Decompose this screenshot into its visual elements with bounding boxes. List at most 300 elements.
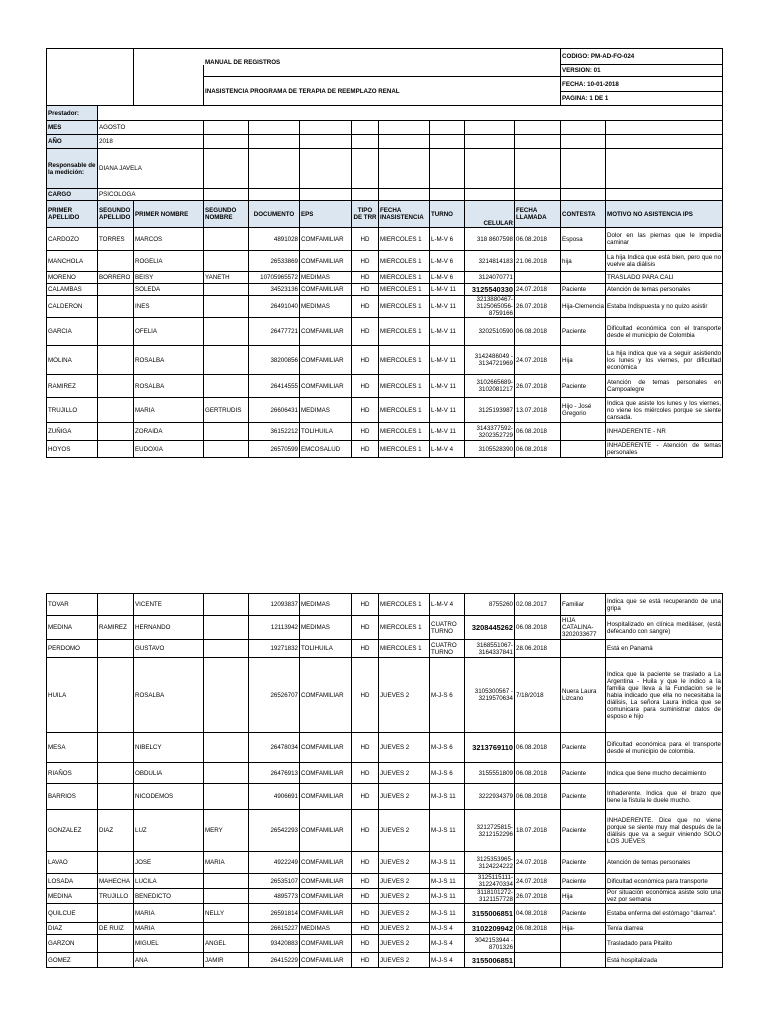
primer-nombre-cell: MARIA: [134, 398, 204, 423]
primer-apellido-cell: GONZALEZ: [47, 810, 98, 852]
primer-apellido-cell: RIAÑOS: [47, 763, 98, 784]
primer-nombre-cell: LUCILA: [134, 874, 204, 889]
documento-cell: 26478034: [249, 733, 300, 763]
turno-cell: M-J-S 4: [430, 935, 465, 953]
primer-apellido-cell: BARRIOS: [47, 784, 98, 810]
segundo-nombre-cell: [204, 251, 249, 272]
contesta-cell: Hija: [561, 889, 606, 904]
eps-cell: COMFAMILIAR: [300, 889, 352, 904]
primer-nombre-cell: MIGUEL: [134, 935, 204, 953]
tipo-trr-cell: HD: [352, 923, 379, 935]
segundo-apellido-cell: MAHECHA: [98, 874, 134, 889]
primer-nombre-cell: BENEDICTO: [134, 889, 204, 904]
segundo-nombre-cell: [204, 640, 249, 658]
celular-cell: 3168551067-3164337841: [465, 640, 515, 658]
segundo-apellido-cell: [98, 398, 134, 423]
fecha-llamada-cell: 24.07.2018: [515, 852, 561, 874]
contesta-cell: [561, 423, 606, 441]
responsable-label: Responsable de la medición:: [47, 149, 98, 189]
table-row: [47, 640, 723, 658]
motivo-cell: Atención de temas personales: [606, 852, 723, 874]
contesta-cell: Paciente: [561, 784, 606, 810]
turno-cell: M-J-S 6: [430, 733, 465, 763]
turno-cell: M-J-S 11: [430, 874, 465, 889]
primer-apellido-cell: MEDINA: [47, 889, 98, 904]
eps-cell: MEDIMAS: [300, 398, 352, 423]
tipo-trr-cell: HD: [352, 272, 379, 284]
table-row: [47, 763, 723, 784]
segundo-apellido-cell: [98, 640, 134, 658]
fecha-inasistencia-cell: MIERCOLES 1: [379, 640, 430, 658]
tipo-trr-cell: HD: [352, 318, 379, 346]
primer-nombre-cell: OBDULIA: [134, 763, 204, 784]
contesta-cell: hija: [561, 251, 606, 272]
motivo-cell: Tenía diarrea: [606, 923, 723, 935]
table-row: [47, 228, 723, 251]
primer-apellido-cell: GOMEZ: [47, 953, 98, 968]
table-row: [47, 251, 723, 272]
tipo-trr-cell: HD: [352, 346, 379, 375]
segundo-apellido-cell: [98, 733, 134, 763]
motivo-cell: INHADERENTE - Atención de temas personales: [607, 442, 722, 456]
segundo-nombre-cell: [204, 594, 249, 616]
fecha-inasistencia-cell: JUEVES 2: [379, 889, 430, 904]
documento-cell: 26535107: [249, 874, 300, 889]
motivo-cell: Estaba Indispuesta y no quizo asistir: [606, 296, 723, 318]
codigo: CODIGO: PM-AD-FO-024: [561, 49, 723, 65]
tipo-trr-cell: HD: [352, 763, 379, 784]
turno-cell: M-J-S 11: [430, 852, 465, 874]
table-row: [47, 272, 723, 284]
tipo-trr-cell: HD: [352, 889, 379, 904]
primer-apellido-cell: RAMIREZ: [47, 375, 98, 398]
fecha-inasistencia-cell: JUEVES 2: [379, 763, 430, 784]
fecha-inasistencia-cell: MIERCOLES 1: [379, 423, 430, 441]
fecha-llamada-cell: 18.07.2018: [515, 810, 561, 852]
fecha-llamada-cell: 24.07.2018: [515, 346, 561, 375]
eps-cell: COMFAMILIAR: [300, 810, 352, 852]
fecha-inasistencia-cell: MIERCOLES 1: [379, 284, 430, 296]
primer-apellido-cell: TOVAR: [47, 594, 98, 616]
primer-apellido-cell: CARDOZO: [47, 228, 98, 251]
table-row: [47, 784, 723, 810]
celular-cell: 3155551809: [465, 763, 515, 784]
primer-apellido-cell: MORENO: [47, 272, 98, 284]
tipo-trr-cell: HD: [352, 398, 379, 423]
col-tipo-trr: TIPO DE TRR: [352, 201, 379, 228]
turno-cell: M-J-S 11: [430, 904, 465, 923]
segundo-apellido-cell: [98, 346, 134, 375]
tipo-trr-cell: HD: [352, 251, 379, 272]
contesta-cell: Hija: [561, 346, 606, 375]
fecha-llamada-cell: 26.07.2018: [515, 296, 561, 318]
segundo-nombre-cell: GERTRUDIS: [204, 398, 249, 423]
celular-cell: 3102665689-3102081217: [465, 375, 515, 398]
segundo-nombre-cell: [204, 923, 249, 935]
table-row: [47, 953, 723, 968]
turno-cell: L-M-V 11: [430, 346, 465, 375]
anio-label: AÑO: [47, 135, 98, 149]
fecha-inasistencia-cell: MIERCOLES 1: [379, 296, 430, 318]
documento-cell: 26615227: [249, 923, 300, 935]
table-row: [47, 441, 723, 458]
fecha-inasistencia-cell: MIERCOLES 1: [379, 318, 430, 346]
documento-cell: 4895773: [249, 889, 300, 904]
segundo-nombre-cell: MARIA: [204, 852, 249, 874]
primer-apellido-cell: TRUJILLO: [47, 398, 98, 423]
table-row: [47, 296, 723, 318]
documento-cell: 93420883: [249, 935, 300, 953]
contesta-cell: Paciente: [561, 852, 606, 874]
documento-cell: 26533869: [249, 251, 300, 272]
pagina: PAGINA: 1 DE 1: [561, 92, 723, 106]
primer-apellido-cell: ZUÑIGA: [47, 423, 98, 441]
segundo-apellido-cell: RAMIREZ: [98, 616, 134, 640]
tipo-trr-cell: HD: [352, 852, 379, 874]
documento-cell: 4906691: [249, 784, 300, 810]
documento-cell: 12113942: [249, 616, 300, 640]
col-primer-apellido: PRIMER APELLIDO: [47, 201, 98, 228]
segundo-nombre-cell: [204, 284, 249, 296]
fecha-llamada-cell: 06.08.2018: [515, 228, 561, 251]
segundo-nombre-cell: [204, 616, 249, 640]
motivo-cell: Indica que asiste los lunes y los viernes, no viene los miércoles porque se siente cansada.: [607, 399, 722, 421]
primer-apellido-cell: QUILCUE: [47, 904, 98, 923]
primer-nombre-cell: ROSALBA: [134, 346, 204, 375]
primer-nombre-cell: LUZ: [134, 810, 204, 852]
celular-cell: 3118101272-3121157728: [465, 889, 515, 904]
celular-cell: 3202510590: [465, 318, 515, 346]
celular-cell: 318 8607598: [465, 228, 515, 251]
turno-cell: L-M-V 6: [430, 228, 465, 251]
document-title: INASISTENCIA PROGRAMA DE TERAPIA DE REEMPLAZO RENAL: [204, 77, 561, 106]
celular-cell: 3125540330: [465, 284, 515, 296]
fecha-inasistencia-cell: MIERCOLES 1: [379, 228, 430, 251]
primer-nombre-cell: BEISY: [134, 272, 204, 284]
segundo-apellido-cell: BORRERO: [98, 272, 134, 284]
contesta-cell: Paciente: [561, 284, 606, 296]
contesta-cell: [561, 953, 606, 968]
celular-cell: 3125115111-3122470334: [465, 874, 515, 889]
motivo-cell: Dificultad económica para transporte: [606, 874, 723, 889]
celular-cell: 3143377592-3202352729: [465, 423, 515, 441]
fecha-inasistencia-cell: MIERCOLES 1: [379, 251, 430, 272]
tipo-trr-cell: HD: [352, 874, 379, 889]
eps-cell: COMFAMILIAR: [300, 251, 352, 272]
eps-cell: COMFAMILIAR: [300, 852, 352, 874]
segundo-nombre-cell: [204, 441, 249, 458]
primer-apellido-cell: DIAZ: [47, 923, 98, 935]
eps-cell: COMFAMILIAR: [300, 953, 352, 968]
table-row: [47, 346, 723, 375]
fecha-llamada-cell: 06.08.2018: [515, 923, 561, 935]
column-header-row: [47, 201, 723, 228]
fecha-inasistencia-cell: MIERCOLES 1: [379, 346, 430, 375]
turno-cell: M-J-S 4: [430, 953, 465, 968]
segundo-apellido-cell: [98, 318, 134, 346]
table-row: [47, 874, 723, 889]
col-eps: EPS: [300, 201, 352, 228]
eps-cell: COMFAMILIAR: [300, 904, 352, 923]
eps-cell: COMFAMILIAR: [300, 763, 352, 784]
fecha-llamada-cell: 06.08.2018: [515, 784, 561, 810]
documento-cell: 26415229: [249, 953, 300, 968]
fecha-llamada-cell: 06.08.2018: [515, 763, 561, 784]
contesta-cell: HIJA CATALINA-3202033677: [561, 616, 606, 640]
fecha-inasistencia-cell: JUEVES 2: [379, 852, 430, 874]
fecha: FECHA: 10-01-2018: [561, 77, 723, 92]
primer-nombre-cell: INES: [134, 296, 204, 318]
table-row: [47, 375, 723, 398]
segundo-nombre-cell: NELLY: [204, 904, 249, 923]
col-contesta: CONTESTA: [561, 201, 606, 228]
mes-label: MES: [47, 121, 98, 135]
segundo-nombre-cell: [204, 228, 249, 251]
fecha-inasistencia-cell: JUEVES 2: [379, 733, 430, 763]
primer-apellido-cell: CALDERON: [47, 296, 98, 318]
turno-cell: M-J-S 11: [430, 889, 465, 904]
table-row: [47, 923, 723, 935]
contesta-cell: Paciente: [561, 733, 606, 763]
segundo-apellido-cell: [98, 375, 134, 398]
segundo-apellido-cell: DE RUIZ: [98, 923, 134, 935]
eps-cell: MEDIMAS: [300, 923, 352, 935]
eps-cell: EMCOSALUD: [300, 441, 352, 458]
registro-table-page2: [46, 593, 723, 968]
eps-cell: MEDIMAS: [300, 594, 352, 616]
segundo-apellido-cell: [98, 784, 134, 810]
segundo-nombre-cell: [204, 784, 249, 810]
primer-apellido-cell: CALAMBAS: [47, 284, 98, 296]
tipo-trr-cell: HD: [352, 616, 379, 640]
motivo-cell: INHADERENTE. Dice que no viene porque se siente muy mal después de la diálisis que va a seguir viniendo SOLO LOS JUEVES: [606, 810, 723, 852]
tipo-trr-cell: HD: [352, 228, 379, 251]
table-row: [47, 904, 723, 923]
celular-cell: 3102209942: [465, 923, 515, 935]
contesta-cell: Paciente: [561, 904, 606, 923]
turno-cell: L-M-V 11: [430, 375, 465, 398]
motivo-cell: La hija indica que va a seguir asistiendo los lunes y los viernes, por dificultad económica: [606, 346, 723, 375]
tipo-trr-cell: HD: [352, 375, 379, 398]
table-row: [47, 318, 723, 346]
fecha-llamada-cell: 06.08.2018: [515, 423, 561, 441]
primer-nombre-cell: ROSALBA: [134, 658, 204, 733]
turno-cell: L-M-V 11: [430, 318, 465, 346]
documento-cell: 36152212: [249, 423, 300, 441]
contesta-cell: Hija-Clemencia: [561, 296, 606, 318]
motivo-cell: Indica que tiene mucho decaimiento: [606, 763, 723, 784]
turno-cell: L-M-V 11: [430, 284, 465, 296]
eps-cell: COMFAMILIAR: [300, 375, 352, 398]
table-row: [47, 398, 723, 423]
fecha-llamada-cell: 02.08.2017: [515, 594, 561, 616]
table-row: [47, 284, 723, 296]
tipo-trr-cell: HD: [352, 935, 379, 953]
contesta-cell: Paciente: [561, 375, 606, 398]
eps-cell: TOLIHUILA: [300, 640, 352, 658]
eps-cell: MEDIMAS: [300, 272, 352, 284]
eps-cell: COMFAMILIAR: [300, 733, 352, 763]
tipo-trr-cell: HD: [352, 296, 379, 318]
cargo-label: CARGO: [47, 189, 98, 201]
col-motivo: MOTIVO NO ASISTENCIA IPS: [606, 201, 723, 228]
tipo-trr-cell: HD: [352, 784, 379, 810]
motivo-cell: INHADERENTE - NR: [606, 423, 723, 441]
fecha-llamada-cell: 04.08.2018: [515, 904, 561, 923]
celular-cell: 3142486049 - 3134721969: [465, 346, 515, 375]
motivo-cell: TRASLADO PARA CALI: [606, 272, 723, 284]
turno-cell: L-M-V 11: [430, 296, 465, 318]
segundo-apellido-cell: TORRES: [98, 228, 134, 251]
responsable-value: DIANA JAVELA: [98, 149, 204, 189]
documento-cell: 34523136: [249, 284, 300, 296]
turno-cell: M-J-S 6: [430, 658, 465, 733]
fecha-inasistencia-cell: MIERCOLES 1: [379, 375, 430, 398]
documento-cell: 26542293: [249, 810, 300, 852]
primer-nombre-cell: EUDOXIA: [134, 441, 204, 458]
table-row: [47, 852, 723, 874]
primer-nombre-cell: GUSTAVO: [134, 640, 204, 658]
turno-cell: CUATRO TURNO: [430, 640, 465, 658]
documento-cell: 26570599: [249, 441, 300, 458]
primer-nombre-cell: OFELIA: [134, 318, 204, 346]
documento-cell: 26414555: [249, 375, 300, 398]
contesta-cell: Nuera Laura Lizcano: [561, 658, 606, 733]
turno-cell: L-M-V 11: [430, 398, 465, 423]
eps-cell: TOLIHUILA: [300, 423, 352, 441]
primer-apellido-cell: LOSADA: [47, 874, 98, 889]
table-row: [47, 423, 723, 441]
turno-cell: M-J-S 4: [430, 923, 465, 935]
celular-cell: 3042153944 - 8701326: [465, 935, 515, 953]
segundo-nombre-cell: [204, 423, 249, 441]
prestador-label: Prestador:: [47, 106, 98, 121]
eps-cell: COMFAMILIAR: [300, 874, 352, 889]
motivo-cell: Trasladado para Pitalito: [606, 935, 723, 953]
segundo-apellido-cell: [98, 763, 134, 784]
tipo-trr-cell: HD: [352, 904, 379, 923]
turno-cell: L-M-V 4: [430, 441, 465, 458]
primer-apellido-cell: MOLINA: [47, 346, 98, 375]
segundo-nombre-cell: [204, 874, 249, 889]
tipo-trr-cell: HD: [352, 640, 379, 658]
turno-cell: CUATRO TURNO: [430, 616, 465, 640]
tipo-trr-cell: HD: [352, 423, 379, 441]
primer-nombre-cell: SOLEDA: [134, 284, 204, 296]
motivo-cell: Atención de temas personales: [606, 284, 723, 296]
contesta-cell: Paciente: [561, 810, 606, 852]
documento-cell: 26526707: [249, 658, 300, 733]
col-turno: TURNO: [430, 201, 465, 228]
celular-cell: 3155006851: [465, 904, 515, 923]
segundo-apellido-cell: [98, 423, 134, 441]
documento-cell: 4891028: [249, 228, 300, 251]
celular-cell: 3125193987: [465, 398, 515, 423]
fecha-llamada-cell: 26.07.2018: [515, 375, 561, 398]
eps-cell: COMFAMILIAR: [300, 284, 352, 296]
fecha-llamada-cell: 06.08.2018: [515, 733, 561, 763]
turno-cell: L-M-V 4: [430, 594, 465, 616]
motivo-cell: Inhaderente. Indica que el brazo que tiene la fístula le duele mucho.: [606, 784, 723, 810]
fecha-inasistencia-cell: JUEVES 2: [379, 658, 430, 733]
turno-cell: L-M-V 11: [430, 423, 465, 441]
documento-cell: 26477721: [249, 318, 300, 346]
documento-cell: 26591814: [249, 904, 300, 923]
fecha-inasistencia-cell: JUEVES 2: [379, 874, 430, 889]
contesta-cell: Paciente: [561, 874, 606, 889]
contesta-cell: Hijo - José Gregorio: [561, 398, 606, 423]
turno-cell: M-J-S 11: [430, 784, 465, 810]
celular-cell: 3222934379: [465, 784, 515, 810]
fecha-inasistencia-cell: JUEVES 2: [379, 923, 430, 935]
tipo-trr-cell: HD: [352, 810, 379, 852]
celular-cell: 3125353965-3124224222: [465, 852, 515, 874]
segundo-nombre-cell: [204, 733, 249, 763]
segundo-apellido-cell: TRUJILLO: [98, 889, 134, 904]
col-segundo-apellido: SEGUNDO APELLIDO: [98, 201, 134, 228]
motivo-cell: Indica que la paciente se traslado a La Argentina - Huila y que le indico a la familia que lleva a la Fundacion se le habia indicado que ella no necesitaba la diálisis, La señora Laura indica que se comunicara para suministrar datos de esposo e hijo: [606, 658, 723, 733]
documento-cell: 19271832: [249, 640, 300, 658]
fecha-inasistencia-cell: MIERCOLES 1: [379, 398, 430, 423]
documento-cell: 38200856: [249, 346, 300, 375]
primer-apellido-cell: MANCHOLA: [47, 251, 98, 272]
fecha-inasistencia-cell: MIERCOLES 1: [379, 594, 430, 616]
contesta-cell: Familiar: [561, 594, 606, 616]
registro-table-page1: [46, 48, 723, 458]
logo-area: [47, 49, 134, 106]
fecha-inasistencia-cell: JUEVES 2: [379, 784, 430, 810]
contesta-cell: [561, 640, 606, 658]
celular-cell: 3213880467-3125065056-8759166: [465, 296, 515, 318]
col-documento: DOCUMENTO: [249, 201, 300, 228]
motivo-cell: Dolor en las piernas que le impedia caminar: [606, 228, 723, 251]
segundo-apellido-cell: [98, 935, 134, 953]
segundo-nombre-cell: YANETH: [204, 272, 249, 284]
fecha-inasistencia-cell: JUEVES 2: [379, 904, 430, 923]
eps-cell: MEDIMAS: [300, 296, 352, 318]
col-segundo-nombre: SEGUNDO NOMBRE: [204, 201, 249, 228]
primer-nombre-cell: HERNANDO: [134, 616, 204, 640]
mes-value: AGOSTO: [98, 121, 204, 135]
contesta-cell: Paciente: [561, 318, 606, 346]
celular-cell: 3214814183: [465, 251, 515, 272]
segundo-nombre-cell: [204, 889, 249, 904]
fecha-llamada-cell: 06.08.2018: [515, 318, 561, 346]
fecha-llamada-cell: [515, 935, 561, 953]
tipo-trr-cell: HD: [352, 953, 379, 968]
segundo-apellido-cell: [98, 852, 134, 874]
primer-nombre-cell: MARCOS: [134, 228, 204, 251]
turno-cell: L-M-V 6: [430, 251, 465, 272]
fecha-llamada-cell: 24.07.2018: [515, 874, 561, 889]
primer-apellido-cell: HOYOS: [47, 441, 98, 458]
motivo-cell: Indica que se está recuperando de una gripa: [606, 594, 723, 616]
contesta-cell: [561, 272, 606, 284]
fecha-llamada-cell: 24.07.2018: [515, 284, 561, 296]
tipo-trr-cell: HD: [352, 594, 379, 616]
tipo-trr-cell: HD: [352, 284, 379, 296]
anio-value: 2018: [98, 135, 204, 149]
segundo-nombre-cell: [204, 296, 249, 318]
segundo-nombre-cell: MERY: [204, 810, 249, 852]
turno-cell: L-M-V 6: [430, 272, 465, 284]
cargo-value: PSICOLOGA: [98, 189, 204, 201]
motivo-cell: La hija Indica que está bien, pero que no vuelve ala diálisis: [606, 251, 723, 272]
table-row: [47, 594, 723, 616]
segundo-apellido-cell: [98, 296, 134, 318]
primer-nombre-cell: ANA: [134, 953, 204, 968]
primer-apellido-cell: HUILA: [47, 658, 98, 733]
